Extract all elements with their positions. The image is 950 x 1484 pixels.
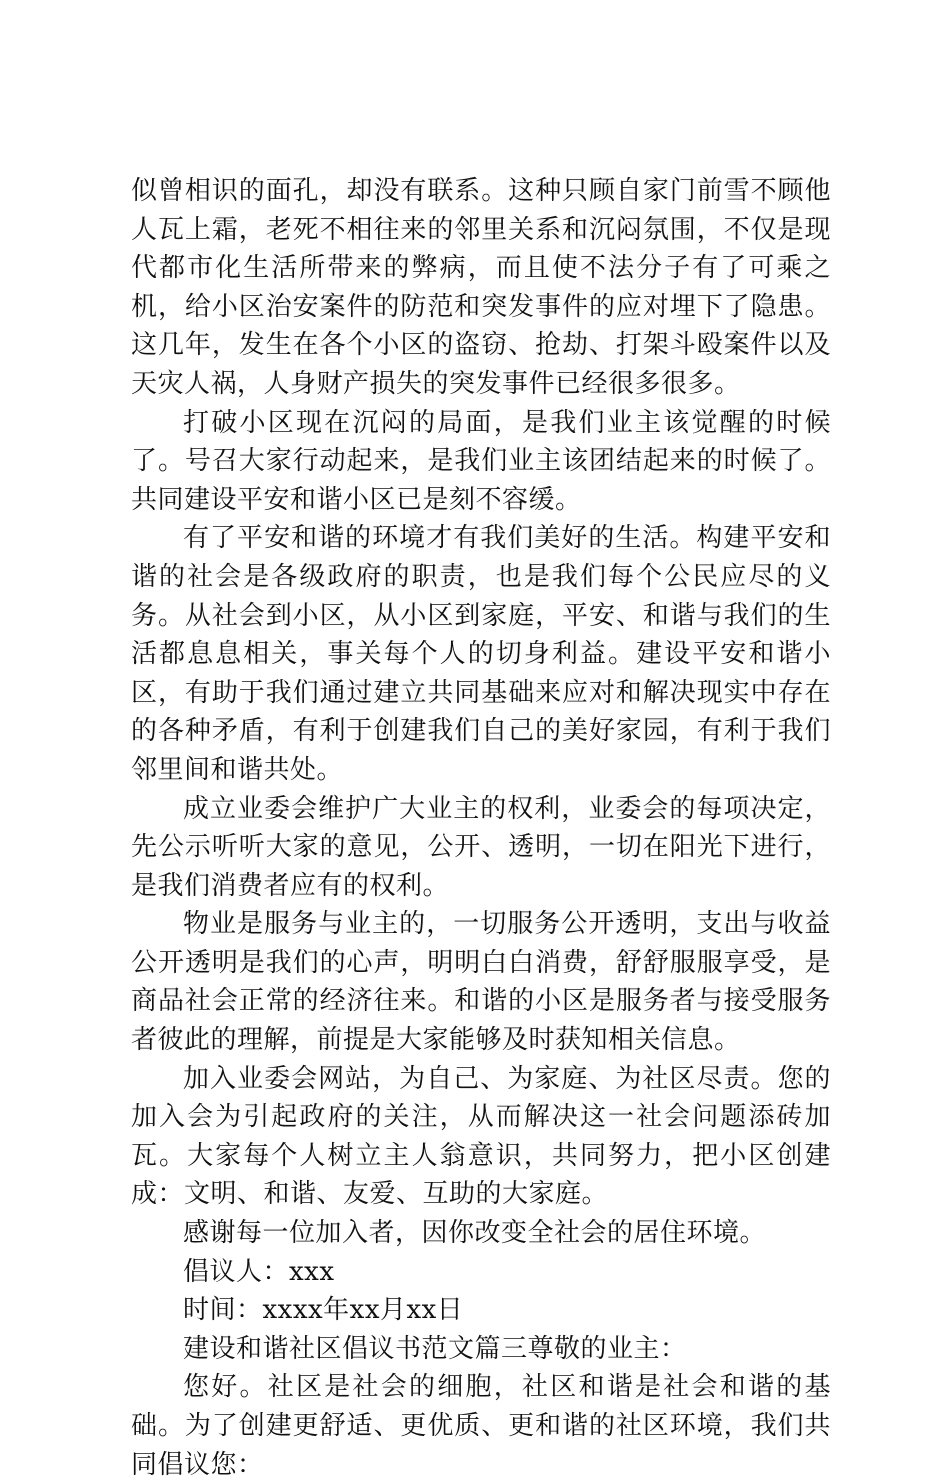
section-heading-part-three: 建设和谐社区倡议书范文篇三尊敬的业主： <box>183 1333 687 1364</box>
paragraph-thanks: 感谢每一位加入者，因你改变全社会的居住环境。 <box>183 1218 767 1249</box>
paragraph-greeting: 您好。社区是社会的细胞，社区和谐是社会和谐的基础。为了创建更舒适、更优质、更和谐的社区环境，我们共同倡议您： <box>131 1372 831 1480</box>
paragraph-harmony-environment: 有了平安和谐的环境才有我们美好的生活。构建平安和谐的社会是各级政府的职责，也是我们每个公民应尽的义务。从社会到小区，从小区到家庭，平安、和谐与我们的生活都息息相关，事关每个人的切身利益。建设平安和谐小区，有助于我们通过建立共同基础来应对和解决现实中存在的各种矛盾，有利于创建我们自己的美好家园，有利于我们邻里间和谐共处。 <box>131 523 831 785</box>
paragraph-join-website: 加入业委会网站，为自己、为家庭、为社区尽责。您的加入会为引起政府的关注，从而解决这一社会问题添砖加瓦。大家每个人树立主人翁意识，共同努力，把小区创建成：文明、和谐、友爱、互助的大家庭。 <box>131 1063 831 1210</box>
date-line: 时间：xxxx年xx月xx日 <box>183 1295 464 1326</box>
paragraph-owners-committee: 成立业委会维护广大业主的权利，业委会的每项决定，先公示听听大家的意见，公开、透明，一切在阳光下进行，是我们消费者应有的权利。 <box>131 793 831 901</box>
paragraph-property-service: 物业是服务与业主的，一切服务公开透明，支出与收益公开透明是我们的心声，明明白白消费，舒舒服服享受，是商品社会正常的经济往来。和谐的小区是服务者与接受服务者彼此的理解，前提是大家能够及时获知相关信息。 <box>131 909 831 1056</box>
document-body <box>131 172 831 1484</box>
initiator-line: 倡议人：xxx <box>183 1256 335 1287</box>
paragraph-break-silence: 打破小区现在沉闷的局面，是我们业主该觉醒的时候了。号召大家行动起来，是我们业主该团结起来的时候了。共同建设平安和谐小区已是刻不容缓。 <box>131 407 831 515</box>
paragraph-continued: 似曾相识的面孔，却没有联系。这种只顾自家门前雪不顾他人瓦上霜，老死不相往来的邻里关系和沉闷氛围，不仅是现代都市化生活所带来的弊病，而且使不法分子有了可乘之机，给小区治安案件的防范和突发事件的应对埋下了隐患。这几年，发生在各个小区的盗窃、抢劫、打架斗殴案件以及天灾人祸，人身财产损失的突发事件已经很多很多。 <box>131 176 831 399</box>
